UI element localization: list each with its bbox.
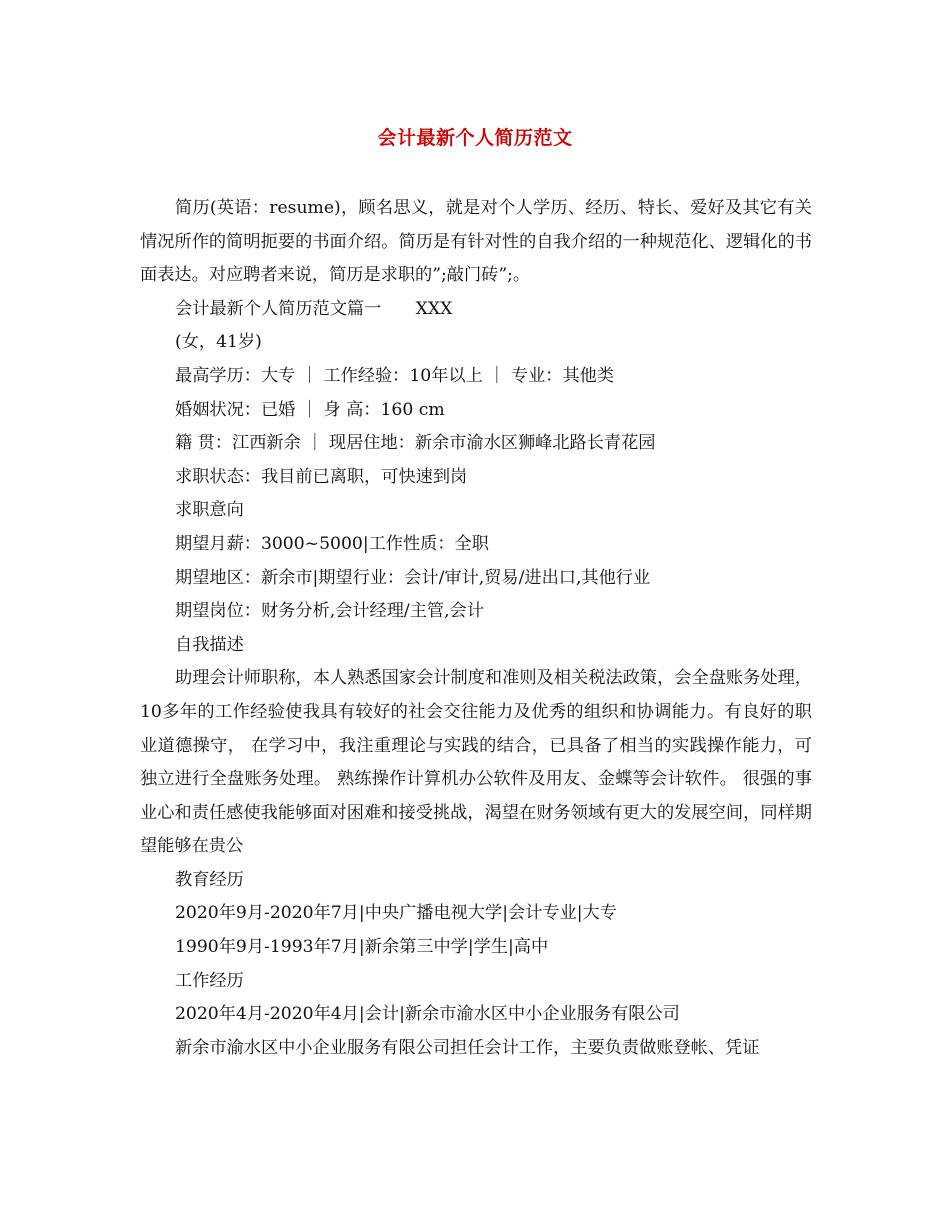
- gender-age: (女，41岁): [175, 332, 262, 353]
- document-title: 会计最新个人简历范文: [377, 127, 573, 149]
- self-description-heading: 自我描述: [175, 634, 244, 655]
- self-description-paragraph: 助理会计师职称，本人熟悉国家会计制度和准则及相关税法政策，会全盘账务处理，10多年的工作经验使我具有较好的社会交往能力及优秀的组织和协调能力。有良好的职业道德操守， 在学习中，我注重理论与实践的结合，已具备了相当的实践操作能力，可独立进行全盘账务处理。 熟练操作计算机办公软件及用友、金蝶等会计软件。 很强的事业心和责任感使我能够面对困难和接受挑战，渴望在财务领域有更大的发展空间，同样期望能够在贵公: [140, 668, 812, 857]
- marital-line: 婚姻状况：已婚 ｜ 身 高：160 cm: [175, 399, 445, 420]
- work-description: 新余市渝水区中小企业服务有限公司担任会计工作，主要负责做账登帐、凭证: [175, 1037, 760, 1058]
- salary-line: 期望月薪：3000~5000|工作性质：全职: [175, 533, 489, 554]
- intro-paragraph: 简历(英语：resume)，顾名思义，就是对个人学历、经历、特长、爱好及其它有关情况所作的简明扼要的书面介绍。简历是有针对性的自我介绍的一种规范化、逻辑化的书面表达。对应聘者来说，简历是求职的”;敲门砖”;。: [140, 198, 812, 286]
- work-heading: 工作经历: [175, 970, 244, 991]
- education-entry: 2020年9月-2020年7月|中央广播电视大学|会计专业|大专: [175, 903, 617, 924]
- region-line: 期望地区：新余市|期望行业：会计/审计,贸易/进出口,其他行业: [175, 567, 651, 588]
- job-intention-heading: 求职意向: [175, 500, 244, 521]
- hometown-line: 籍 贯：江西新余 ｜ 现居住地：新余市渝水区狮峰北路长青花园: [175, 433, 656, 454]
- education-line: 最高学历：大专 ｜ 工作经验：10年以上 ｜ 专业：其他类: [175, 365, 615, 386]
- education-heading: 教育经历: [175, 869, 244, 890]
- position-line: 期望岗位：财务分析,会计经理/主管,会计: [175, 601, 484, 622]
- resume-heading: 会计最新个人简历范文篇一 XXX: [175, 298, 453, 319]
- education-entry: 1990年9月-1993年7月|新余第三中学|学生|高中: [175, 937, 549, 958]
- job-status-line: 求职状态：我目前已离职，可快速到岗: [175, 466, 468, 487]
- work-entry: 2020年4月-2020年4月|会计|新余市渝水区中小企业服务有限公司: [175, 1004, 680, 1025]
- document-body: [140, 192, 812, 1065]
